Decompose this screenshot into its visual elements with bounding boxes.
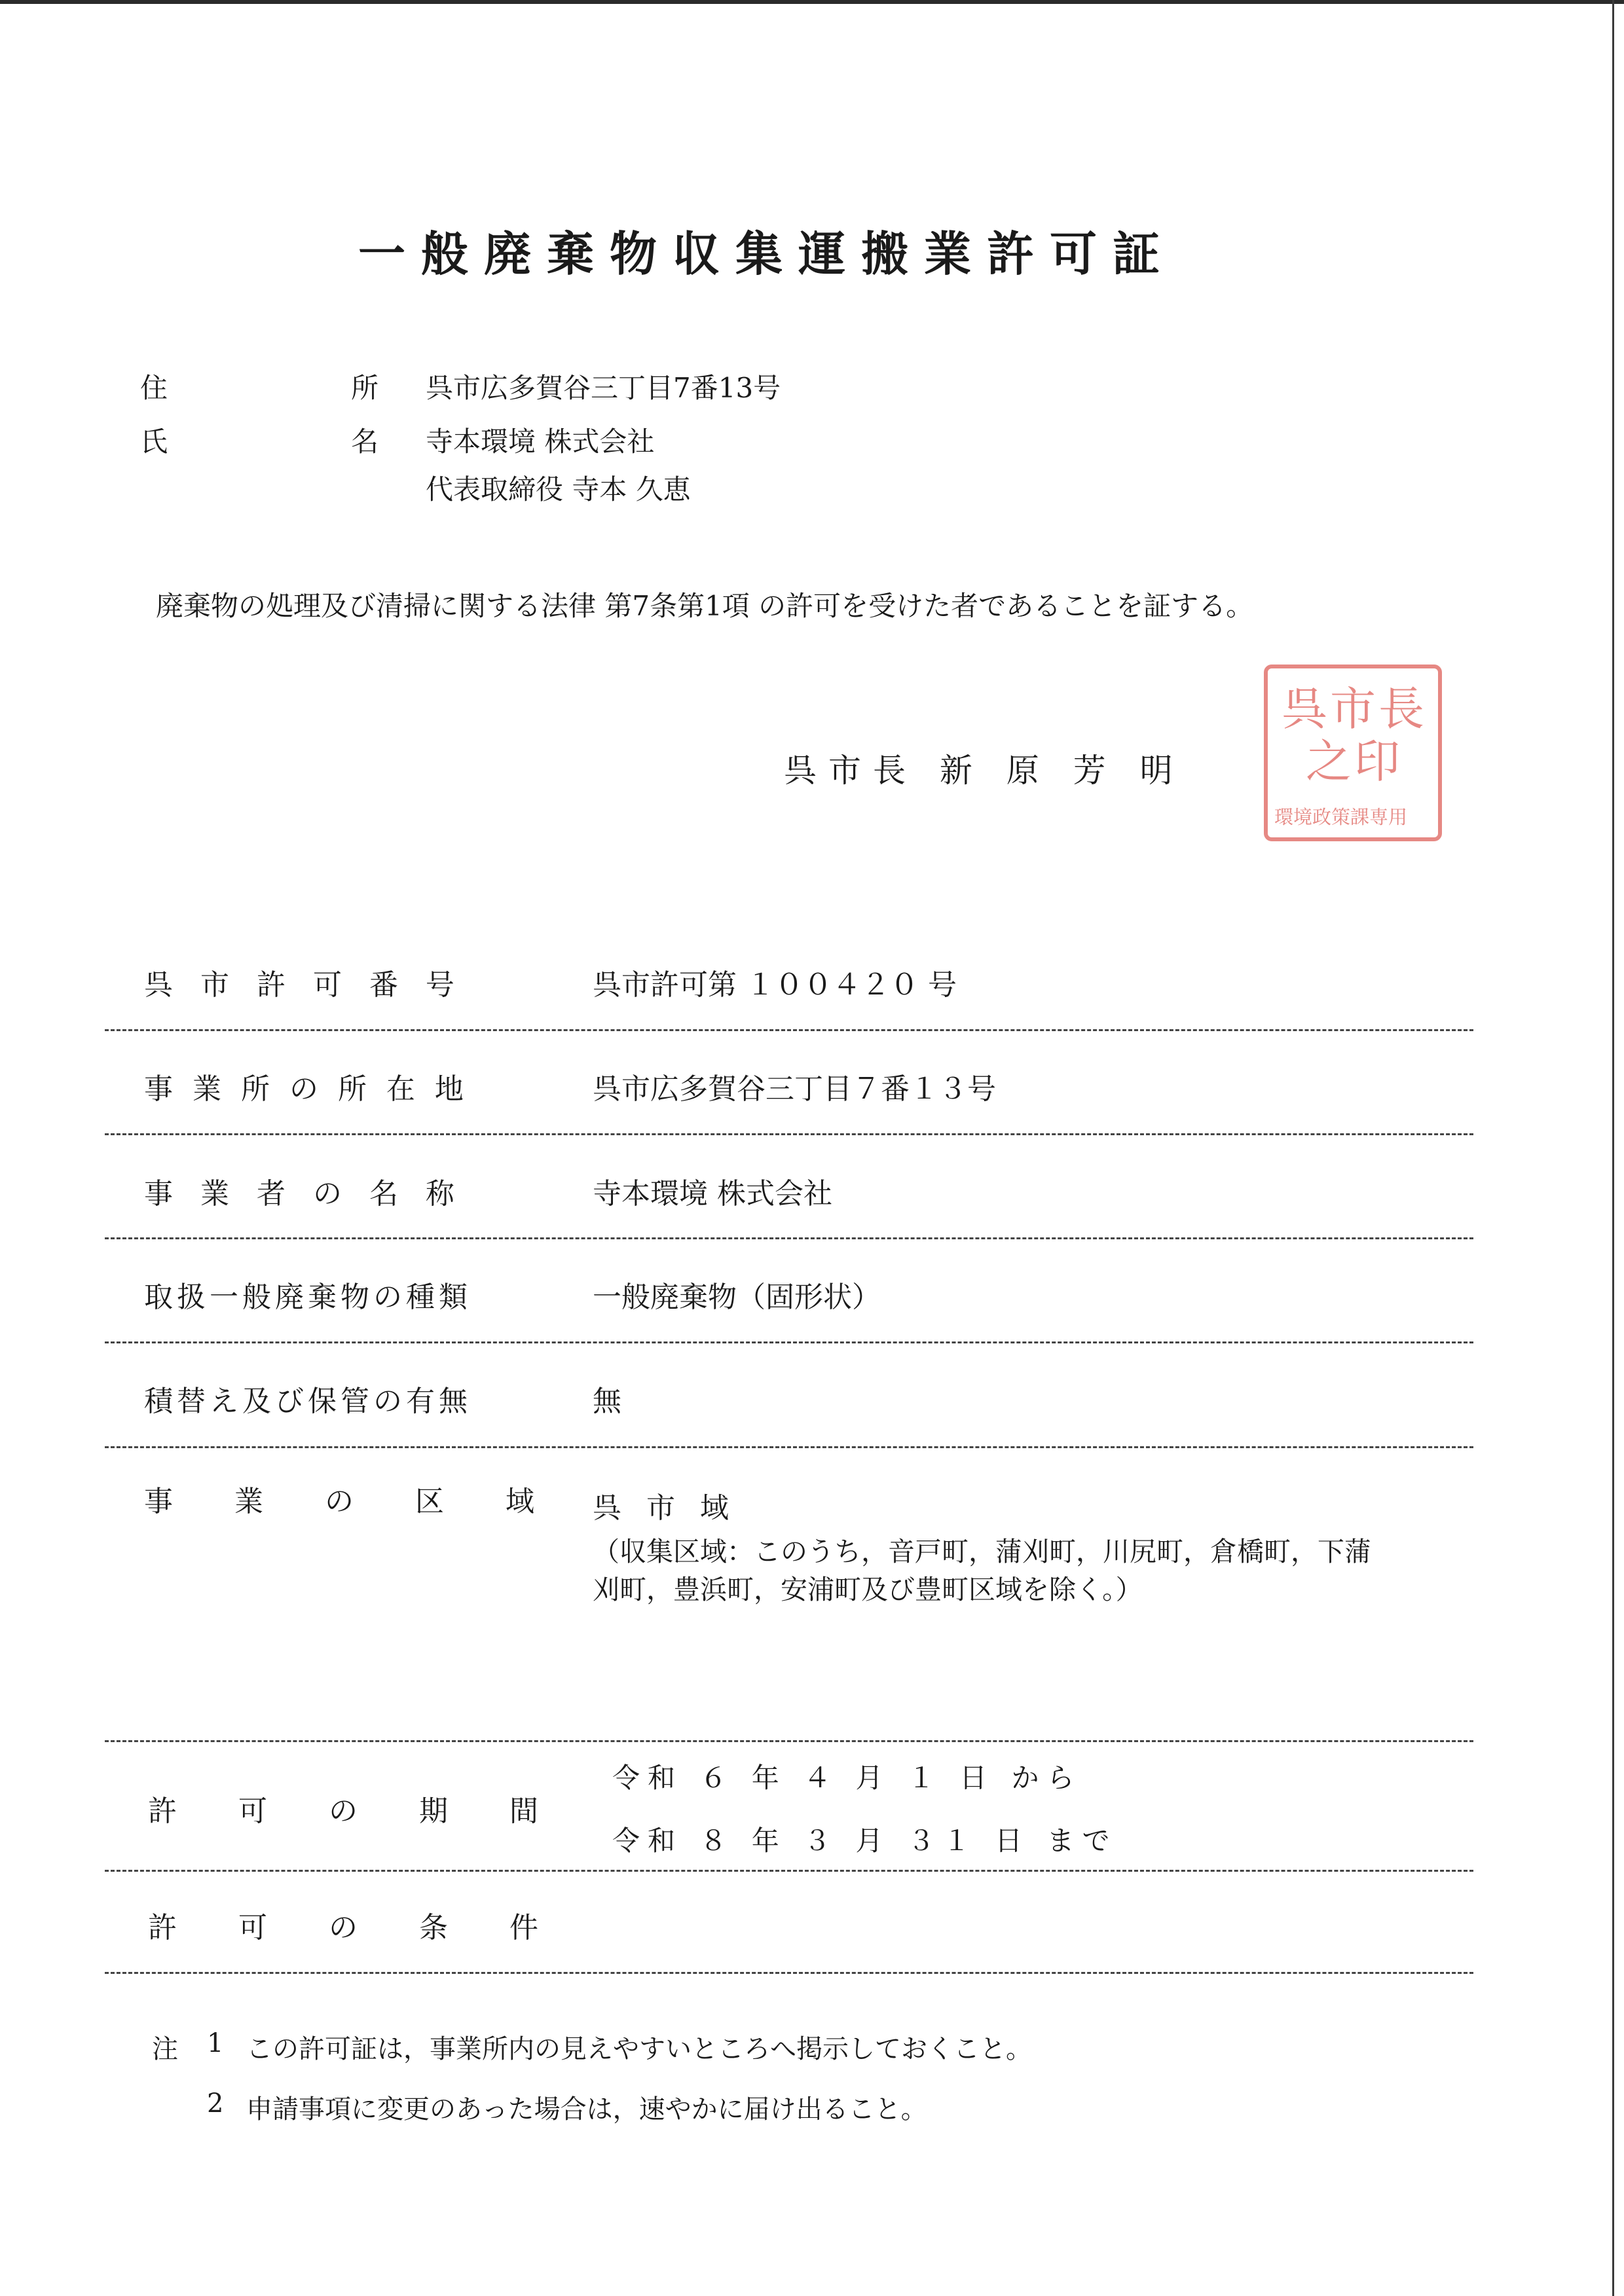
certification-text: 廃棄物の処理及び清掃に関する法律 第7条第1項 の許可を受けた者であることを証する。 (156, 590, 1254, 622)
permit-period-to: 令和 ８ 年 ３ 月 ３１ 日 まで (612, 1825, 1118, 1857)
row-value-business-name: 寺本環境 株式会社 (593, 1177, 832, 1211)
address-label-second: 所 (351, 372, 379, 404)
row-label-permit-conditions: 許 可 の 条 件 (148, 1911, 564, 1944)
note-number: 2 (207, 2088, 224, 2119)
row-divider (105, 1972, 1473, 1974)
note-number: 1 (207, 2028, 224, 2058)
company-name: 寺本環境 株式会社 (426, 426, 655, 458)
row-value-office-location: 呉市広多賀谷三丁目７番１３号 (593, 1072, 996, 1106)
name-label-first: 氏 (140, 426, 168, 458)
seal-name-text: 呉市長之印 (1282, 682, 1427, 788)
row-divider (105, 1029, 1473, 1031)
business-area-detail-line2: 刈町，豊浜町，安浦町及び豊町区域を除く。） (593, 1574, 1143, 1605)
permit-period-from: 令和 ６ 年 ４ 月 １ 日 から (612, 1762, 1082, 1794)
business-area-detail-line1: （収集区域：このうち，音戸町，蒲刈町，川尻町，倉橋町，下蒲 (593, 1536, 1371, 1567)
document-title: 一般廃棄物収集運搬業許可証 (358, 226, 1176, 282)
row-divider (105, 1446, 1473, 1448)
mayor-signature: 呉市長 新 原 芳 明 (784, 752, 1185, 790)
row-value-waste-type: 一般廃棄物（固形状） (593, 1281, 881, 1314)
row-label-business-name: 事 業 者 の 名 称 (144, 1177, 464, 1211)
row-divider (105, 1341, 1473, 1343)
note-text: 申請事項に変更のあった場合は，速やかに届け出ること。 (246, 2094, 927, 2124)
row-divider (105, 1740, 1473, 1742)
row-value-business-area: 呉 市 域 (593, 1491, 737, 1525)
row-label-permit-period: 許 可 の 期 間 (148, 1795, 564, 1828)
address-label-first: 住 (140, 372, 168, 404)
representative-name: 代表取締役 寺本 久恵 (426, 473, 691, 505)
row-divider (105, 1870, 1473, 1872)
notes-prefix: 注 (152, 2034, 178, 2064)
row-label-transshipment-storage: 積替え及び保管の有無 (144, 1385, 471, 1418)
row-value-permit-number: 呉市許可第 １００４２０ 号 (593, 968, 957, 1002)
address-value: 呉市広多賀谷三丁目7番13号 (426, 372, 781, 404)
row-label-permit-number: 呉 市 許 可 番 号 (144, 968, 464, 1002)
row-divider (105, 1237, 1473, 1239)
row-value-transshipment-storage: 無 (593, 1385, 621, 1418)
row-divider (105, 1133, 1473, 1135)
row-label-business-area: 事 業 の 区 域 (144, 1485, 561, 1518)
row-label-office-location: 事 業 所 の 所 在 地 (144, 1072, 469, 1106)
name-label-second: 名 (351, 426, 379, 458)
official-seal-stamp (1264, 665, 1442, 841)
row-label-waste-type: 取扱一般廃棄物の種類 (144, 1281, 471, 1314)
note-text: この許可証は，事業所内の見えやすいところへ掲示しておくこと。 (246, 2034, 1032, 2064)
seal-caption: 環境政策課専用 (1274, 806, 1408, 828)
scan-right-edge (1612, 0, 1614, 2296)
scan-top-edge (0, 0, 1624, 4)
